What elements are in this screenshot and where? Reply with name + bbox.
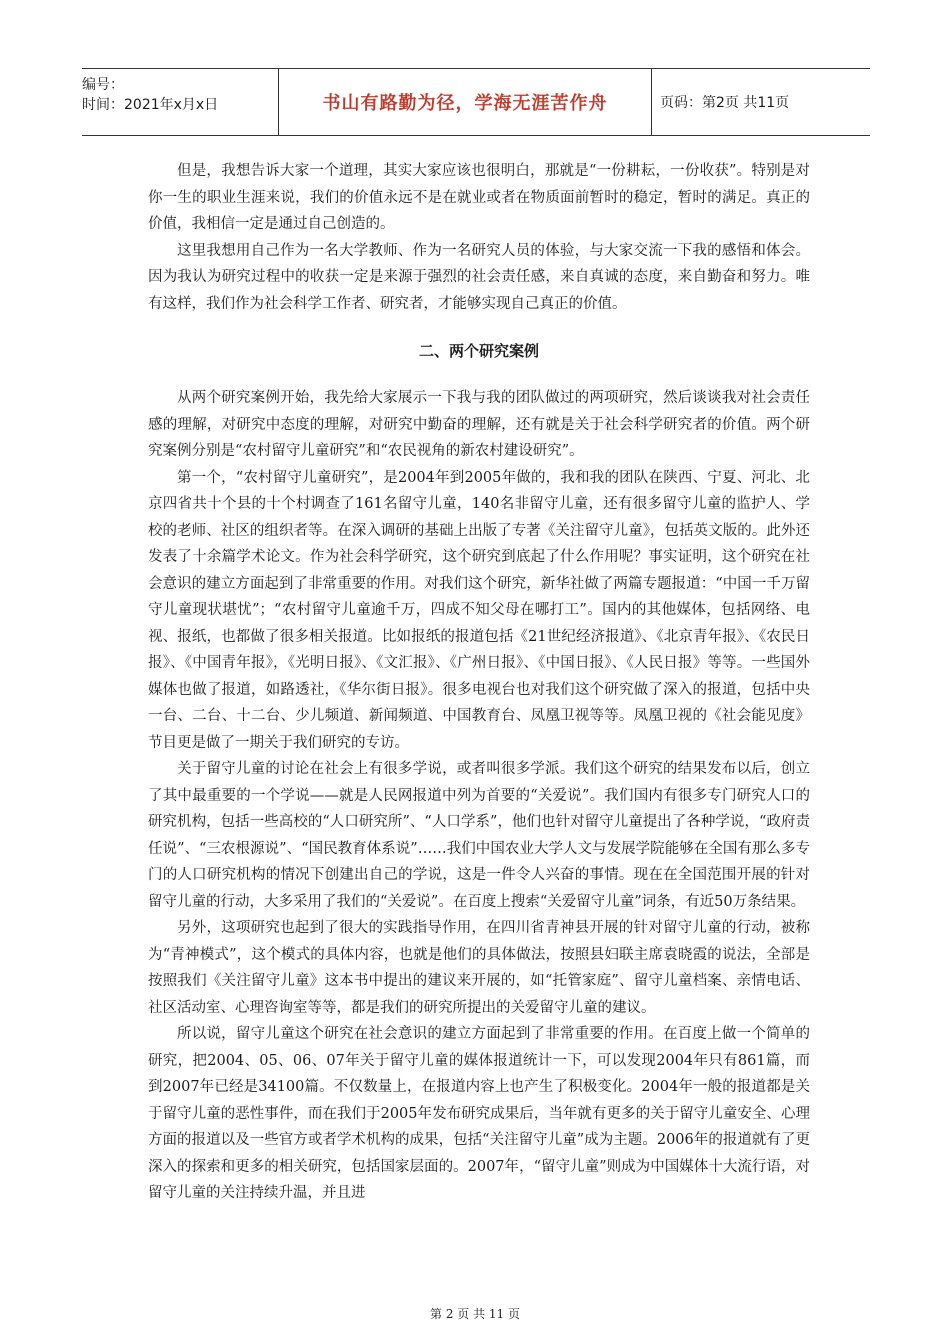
page-footer: 第 2 页 共 11 页 bbox=[430, 1307, 520, 1321]
paragraph: 关于留守儿童的讨论在社会上有很多学说，或者叫很多学派。我们这个研究的结果发布以后，创立了其中最重要的一个学说——就是人民网报道中列为首要的“关爱说”。我们国内有很多专门研究人口的研究机构，包括一些高校的“人口研究所”、“人口学系”，他们也针对留守儿童提出了各种学说，“政府责任说”、“三农根源说”、“国民教育体系说”……我们中国农业大学人文与发展学院能够在全国有那么多专门的人口研究机构的情况下创建出自己的学说，这是一件令人兴奋的事情。现在在全国范围开展的针对留守儿童的行动，大多采用了我们的“关爱说”。在百度上搜索“关爱留守儿童”词条，有近50万条结果。 bbox=[148, 761, 810, 910]
document-number-label: 编号： bbox=[82, 77, 124, 93]
paragraph: 第一个，“农村留守儿童研究”，是2004年到2005年做的，我和我的团队在陕西、宁夏、河北、北京四省共十个县的十个村调查了161名留守儿童，140名非留守儿童，还有很多留守儿童的监护人、学校的老师、社区的组织者等。在深入调研的基础上出版了专著《关注留守儿童》，包括英文版的。此外还发表了十余篇学术论文。作为社会科学研究，这个研究到底起了什么作用呢？事实证明，这个研究在社会意识的建立方面起到了非常重要的作用。对我们这个研究，新华社做了两篇专题报道：“中国一千万留守儿童现状堪忧”；“农村留守儿童逾千万，四成不知父母在哪打工”。国内的其他媒体，包括网络、电视、报纸，也都做了很多相关报道。比如报纸的报道包括《21世纪经济报道》、《北京青年报》、《农民日报》、《中国青年报》，《光明日报》、《文汇报》、《广州日报》、《中国日报》、《人民日报》等等。一些国外媒体也做了报道，如路透社，《华尔街日报》。很多电视台也对我们这个研究做了深入的报道，包括中央一台、二台、十二台、少儿频道、新闻频道、中国教育台、凤凰卫视等等。凤凰卫视的《社会能见度》节目更是做了一期关于我们研究的专访。 bbox=[148, 469, 810, 751]
document-date-label: 时间：2021年x月x日 bbox=[82, 97, 219, 113]
page-header bbox=[82, 68, 870, 136]
paragraph: 但是，我想告诉大家一个道理，其实大家应该也很明白，那就是“一份耕耘，一份收获”。特别是对你一生的职业生涯来说，我们的价值永远不是在就业或者在物质面前暂时的稳定，暂时的满足。真正的价值，我相信一定是通过自己创造的。 bbox=[148, 163, 810, 232]
paragraph: 从两个研究案例开始，我先给大家展示一下我与我的团队做过的两项研究，然后谈谈我对社会责任感的理解，对研究中态度的理解，对研究中勤奋的理解，还有就是关于社会科学研究者的价值。两个研究案例分别是“农村留守儿童研究”和“农民视角的新农村建设研究”。 bbox=[148, 390, 810, 459]
header-motto: 书山有路勤为径，学海无涯苦作舟 bbox=[278, 69, 652, 135]
header-page-number: 页码：第2页 共11页 bbox=[660, 95, 790, 111]
section-heading: 二、两个研究案例 bbox=[418, 342, 539, 360]
header-meta bbox=[82, 69, 278, 135]
paragraph: 另外，这项研究也起到了很大的实践指导作用，在四川省青神县开展的针对留守儿童的行动，被称为“青神模式”，这个模式的具体内容，也就是他们的具体做法，按照县妇联主席袁晓霞的说法，全部是按照我们《关注留守儿童》这本书中提出的建议来开展的，如“托管家庭”、留守儿童档案、亲情电话、社区活动室、心理咨询室等等，都是我们的研究所提出的关爱留守儿童的建议。 bbox=[148, 920, 810, 1016]
document-body bbox=[148, 158, 810, 1207]
paragraph: 这里我想用自己作为一名大学教师、作为一名研究人员的体验，与大家交流一下我的感悟和体会。因为我认为研究过程中的收获一定是来源于强烈的社会责任感，来自真诚的态度，来自勤奋和努力。唯有这样，我们作为社会科学工作者、研究者，才能够实现自己真正的价值。 bbox=[148, 242, 810, 312]
paragraph: 所以说，留守儿童这个研究在社会意识的建立方面起到了非常重要的作用。在百度上做一个简单的研究，把2004、05、06、07年关于留守儿童的媒体报道统计一下，可以发现2004年只有861篇，而到2007年已经是34100篇。不仅数量上，在报道内容上也产生了积极变化。2004年一般的报道都是关于留守儿童的恶性事件，而在我们于2005年发布研究成果后，当年就有更多的关于留守儿童安全、心理方面的报道以及一些官方或者学术机构的成果，包括“关注留守儿童”成为主题。2006年的报道就有了更深入的探索和更多的相关研究，包括国家层面的。2007年，“留守儿童”则成为中国媒体十大流行语，对留守儿童的关注持续升温，并且进 bbox=[148, 1026, 810, 1201]
